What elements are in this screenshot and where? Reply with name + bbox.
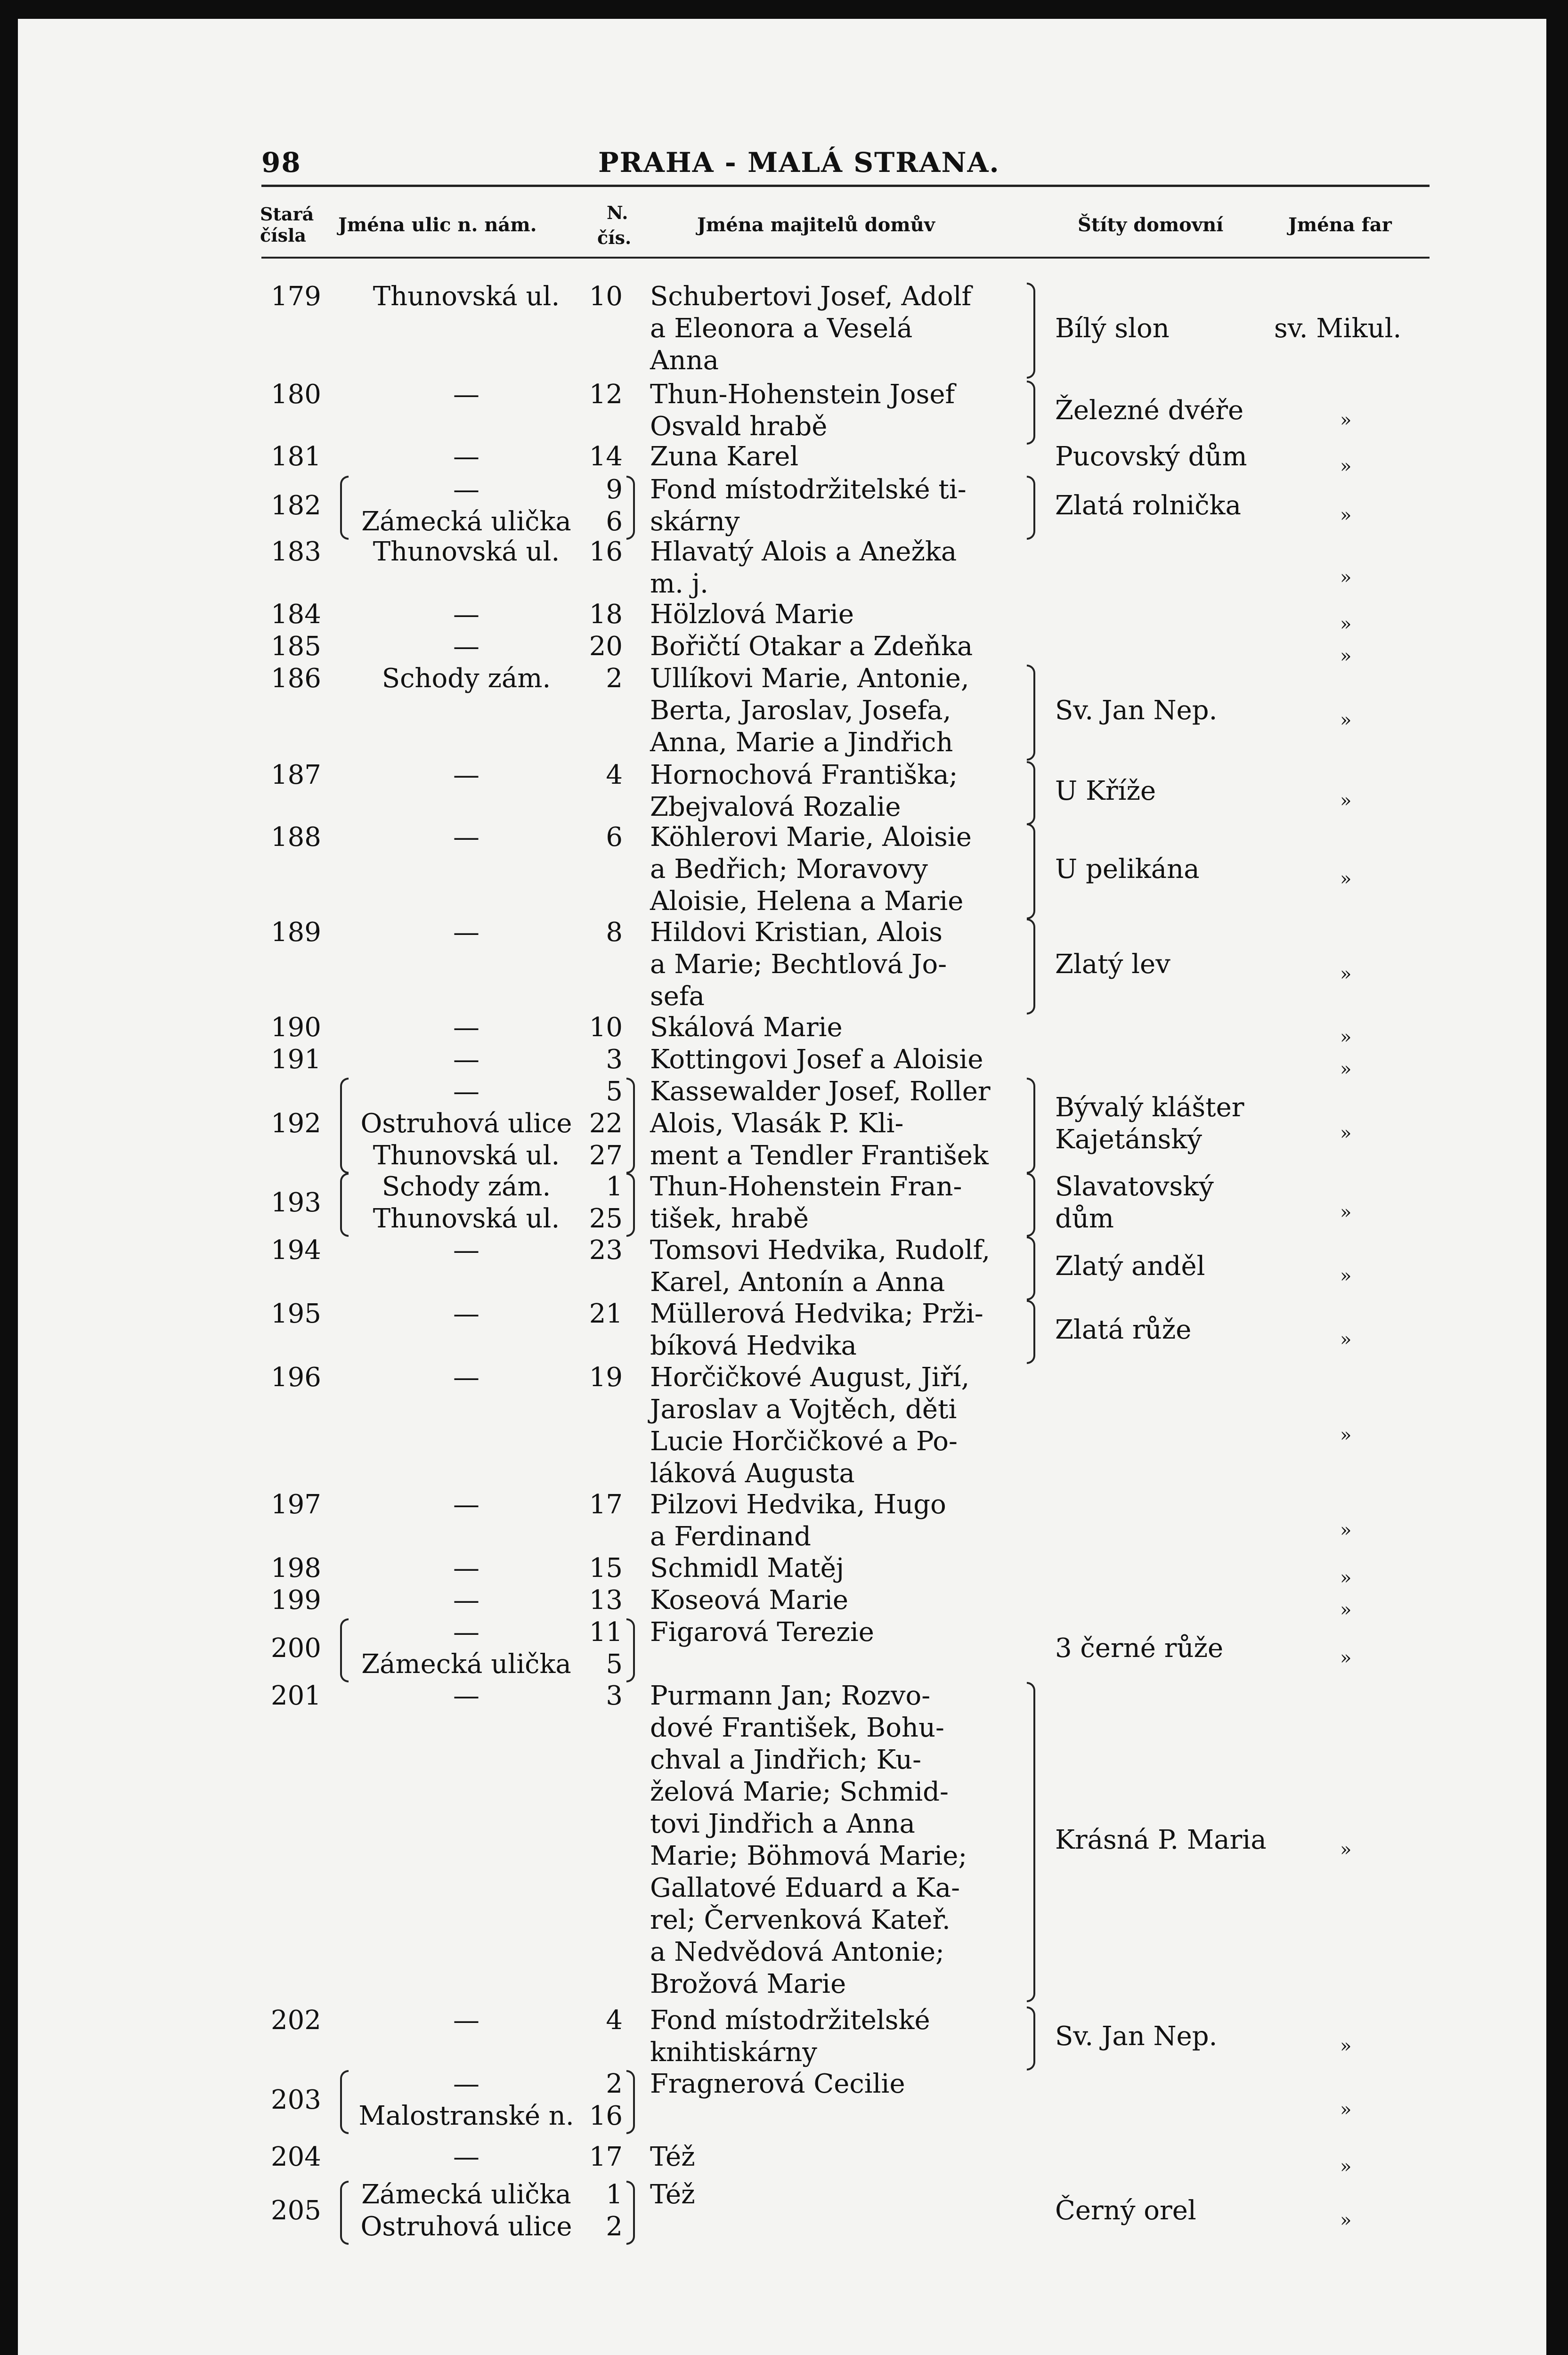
owner-name-line: Purmann Jan; Rozvo- bbox=[650, 1681, 931, 1711]
house-sign: Bílý slon bbox=[1055, 313, 1170, 344]
parish-name: » bbox=[1340, 455, 1352, 477]
street-name: — bbox=[453, 631, 479, 662]
owner-name-line: láková Augusta bbox=[650, 1458, 855, 1489]
street-name: — bbox=[453, 1553, 479, 1584]
owner-name-line: tovi Jindřich a Anna bbox=[650, 1809, 915, 1839]
owner-brace bbox=[1027, 823, 1035, 919]
header-rule bbox=[261, 185, 1430, 187]
new-house-number: 10 bbox=[589, 281, 623, 312]
owner-name-line: Hölzlová Marie bbox=[650, 599, 854, 630]
owner-name-line: a Ferdinand bbox=[650, 1521, 812, 1552]
parish-name: » bbox=[1340, 1567, 1352, 1589]
street-name: — bbox=[453, 917, 479, 948]
col-street-names: Jména ulic n. nám. bbox=[338, 214, 537, 236]
house-sign: Krásná P. Maria bbox=[1055, 1825, 1267, 1855]
owner-name-line: Karel, Antonín a Anna bbox=[650, 1267, 945, 1298]
owner-name-line: Kottingovi Josef a Aloisie bbox=[650, 1044, 983, 1075]
house-sign: 3 černé růže bbox=[1055, 1633, 1224, 1664]
new-house-number: 27 bbox=[589, 1140, 623, 1171]
owner-name-line: Lucie Horčičkové a Po- bbox=[650, 1426, 958, 1457]
new-house-number: 17 bbox=[589, 2142, 623, 2172]
house-sign: Pucovský dům bbox=[1055, 441, 1247, 472]
street-name: — bbox=[453, 1235, 479, 1266]
street-name: — bbox=[453, 1362, 479, 1393]
owner-brace bbox=[1027, 918, 1035, 1015]
old-house-number: 197 bbox=[271, 1489, 321, 1520]
new-house-number: 20 bbox=[589, 631, 623, 662]
parish-name: » bbox=[1340, 613, 1352, 635]
parish-name: » bbox=[1340, 1839, 1352, 1860]
street-name: Schody zám. bbox=[382, 663, 551, 694]
col-new-numbers-line1: N. bbox=[607, 202, 628, 223]
number-brace bbox=[626, 2181, 635, 2245]
owner-brace bbox=[1027, 1682, 1035, 2002]
old-house-number: 186 bbox=[271, 663, 321, 694]
owner-name-line: Hlavatý Alois a Anežka bbox=[650, 536, 957, 567]
old-house-number: 200 bbox=[271, 1633, 321, 1664]
old-house-number: 192 bbox=[271, 1108, 321, 1139]
owner-name-line: Thun-Hohenstein Fran- bbox=[650, 1171, 962, 1202]
house-sign: Slavatovský bbox=[1055, 1171, 1214, 1202]
owner-name-line: Ullíkovi Marie, Antonie, bbox=[650, 663, 969, 694]
owner-name-line: Anna, Marie a Jindřich bbox=[650, 727, 953, 758]
new-house-number: 11 bbox=[589, 1617, 623, 1648]
owner-name-line: a Marie; Bechtlová Jo- bbox=[650, 949, 947, 980]
new-house-number: 4 bbox=[606, 2005, 623, 2036]
street-name: — bbox=[453, 2005, 479, 2036]
house-sign: dům bbox=[1055, 1203, 1114, 1234]
old-house-number: 201 bbox=[271, 1681, 321, 1711]
street-name: Zámecká ulička bbox=[361, 1649, 571, 1680]
old-house-number: 188 bbox=[271, 822, 321, 853]
parish-name: sv. Mikul. bbox=[1274, 313, 1402, 344]
street-name: — bbox=[453, 2142, 479, 2172]
parish-name: » bbox=[1340, 409, 1352, 431]
owner-name-line: sefa bbox=[650, 981, 705, 1012]
owner-name-line: Hornochová Františka; bbox=[650, 760, 958, 790]
street-name: — bbox=[453, 474, 479, 505]
scan-edge-top bbox=[0, 0, 1568, 19]
owner-name-line: Fond místodržitelské bbox=[650, 2005, 930, 2036]
owner-name-line: m. j. bbox=[650, 568, 708, 599]
parish-name: » bbox=[1340, 2156, 1352, 2177]
number-brace bbox=[626, 1173, 635, 1237]
number-brace bbox=[626, 1618, 635, 1682]
new-house-number: 19 bbox=[589, 1362, 623, 1393]
new-house-number: 3 bbox=[606, 1044, 623, 1075]
street-name: — bbox=[453, 379, 479, 410]
new-house-number: 8 bbox=[606, 917, 623, 948]
parish-name: » bbox=[1340, 868, 1352, 890]
new-house-number: 2 bbox=[606, 2211, 623, 2242]
owner-name-line: Fragnerová Cecilie bbox=[650, 2069, 905, 2099]
parish-name: » bbox=[1340, 1599, 1352, 1621]
house-sign: Kajetánský bbox=[1055, 1124, 1202, 1155]
owner-name-line: Zuna Karel bbox=[650, 441, 799, 472]
col-parishes: Jména far bbox=[1288, 214, 1392, 236]
street-brace bbox=[340, 476, 349, 540]
owner-name-line: Schubertovi Josef, Adolf bbox=[650, 281, 972, 312]
column-header-rule bbox=[261, 257, 1430, 259]
parish-name: » bbox=[1340, 645, 1352, 667]
new-house-number: 14 bbox=[589, 441, 623, 472]
old-house-number: 203 bbox=[271, 2085, 321, 2115]
street-name: — bbox=[453, 1044, 479, 1075]
owner-name-line: Brožová Marie bbox=[650, 1969, 846, 1999]
col-owners: Jména majitelů domův bbox=[697, 214, 935, 236]
owner-name-line: Horčičkové August, Jiří, bbox=[650, 1362, 970, 1393]
old-house-number: 189 bbox=[271, 917, 321, 948]
parish-name: » bbox=[1340, 567, 1352, 588]
street-name: Thunovská ul. bbox=[373, 281, 560, 312]
col-old-numbers-line2: čísla bbox=[260, 225, 307, 246]
old-house-number: 190 bbox=[271, 1012, 321, 1043]
owner-brace bbox=[1027, 381, 1035, 445]
street-name: Ostruhová ulice bbox=[360, 2211, 572, 2242]
owner-name-line: Thun-Hohenstein Josef bbox=[650, 379, 955, 410]
house-sign: Bývalý klášter bbox=[1055, 1092, 1244, 1123]
new-house-number: 6 bbox=[606, 822, 623, 853]
scan-edge-right bbox=[1546, 0, 1568, 2355]
owner-brace bbox=[1027, 665, 1035, 761]
page-number: 98 bbox=[261, 146, 301, 179]
house-sign: Sv. Jan Nep. bbox=[1055, 695, 1218, 726]
col-new-numbers-line2: čís. bbox=[597, 227, 632, 248]
owner-name-line: dové František, Bohu- bbox=[650, 1713, 944, 1743]
parish-name: » bbox=[1340, 2099, 1352, 2120]
street-name: — bbox=[453, 2069, 479, 2099]
owner-name-line: knihtiskárny bbox=[650, 2037, 817, 2068]
owner-name-line: Schmidl Matěj bbox=[650, 1553, 845, 1584]
house-sign: Zlatý anděl bbox=[1055, 1251, 1205, 1282]
parish-name: » bbox=[1340, 790, 1352, 812]
owner-brace bbox=[1027, 761, 1035, 825]
owner-brace bbox=[1027, 1236, 1035, 1300]
new-house-number: 10 bbox=[589, 1012, 623, 1043]
new-house-number: 22 bbox=[589, 1108, 623, 1139]
old-house-number: 202 bbox=[271, 2005, 321, 2036]
parish-name: » bbox=[1340, 504, 1352, 526]
owner-brace bbox=[1027, 1173, 1035, 1237]
new-house-number: 12 bbox=[589, 379, 623, 410]
street-name: Ostruhová ulice bbox=[360, 1108, 572, 1139]
house-sign: U Kříže bbox=[1055, 776, 1156, 806]
owner-name-line: Müllerová Hedvika; Prži- bbox=[650, 1299, 983, 1329]
owner-name-line: Gallatové Eduard a Ka- bbox=[650, 1873, 960, 1903]
owner-brace bbox=[1027, 1300, 1035, 1364]
old-house-number: 194 bbox=[271, 1235, 321, 1266]
old-house-number: 198 bbox=[271, 1553, 321, 1584]
old-house-number: 187 bbox=[271, 760, 321, 790]
owner-name-line: Jaroslav a Vojtěch, děti bbox=[650, 1394, 957, 1425]
parish-name: » bbox=[1340, 963, 1352, 985]
parish-name: » bbox=[1340, 1058, 1352, 1080]
new-house-number: 1 bbox=[606, 1171, 623, 1202]
new-house-number: 15 bbox=[589, 1553, 623, 1584]
house-sign: Zlatý lev bbox=[1055, 949, 1170, 980]
street-brace bbox=[340, 1173, 349, 1237]
owner-name-line: Anna bbox=[650, 345, 719, 376]
parish-name: » bbox=[1340, 1202, 1352, 1223]
house-sign: Železné dvéře bbox=[1055, 395, 1244, 426]
parish-name: » bbox=[1340, 1329, 1352, 1350]
parish-name: » bbox=[1340, 1265, 1352, 1287]
owner-name-line: Zbejvalová Rozalie bbox=[650, 792, 901, 822]
owner-name-line: Koseová Marie bbox=[650, 1585, 849, 1616]
old-house-number: 182 bbox=[271, 490, 321, 521]
owner-name-line: a Nedvědová Antonie; bbox=[650, 1937, 945, 1967]
new-house-number: 3 bbox=[606, 1681, 623, 1711]
old-house-number: 183 bbox=[271, 536, 321, 567]
old-house-number: 196 bbox=[271, 1362, 321, 1393]
owner-name-line: Hildovi Kristian, Alois bbox=[650, 917, 943, 948]
old-house-number: 199 bbox=[271, 1585, 321, 1616]
street-name: — bbox=[453, 1076, 479, 1107]
new-house-number: 25 bbox=[589, 1203, 623, 1234]
street-name: Schody zám. bbox=[382, 1171, 551, 1202]
owner-name-line: Berta, Jaroslav, Josefa, bbox=[650, 695, 951, 726]
owner-name-line: skárny bbox=[650, 506, 740, 537]
number-brace bbox=[626, 476, 635, 540]
street-brace bbox=[340, 2070, 349, 2134]
street-name: — bbox=[453, 441, 479, 472]
street-name: Zámecká ulička bbox=[361, 506, 571, 537]
new-house-number: 2 bbox=[606, 2069, 623, 2099]
new-house-number: 1 bbox=[606, 2179, 623, 2210]
parish-name: » bbox=[1340, 2209, 1352, 2231]
old-house-number: 185 bbox=[271, 631, 321, 662]
parish-name: » bbox=[1340, 1519, 1352, 1541]
owner-name-line: a Bedřich; Moravovy bbox=[650, 854, 928, 885]
owner-name-line: Fond místodržitelské ti- bbox=[650, 474, 967, 505]
parish-name: » bbox=[1340, 709, 1352, 731]
scan-edge-left bbox=[0, 0, 18, 2355]
new-house-number: 4 bbox=[606, 760, 623, 790]
street-name: — bbox=[453, 1681, 479, 1711]
street-name: — bbox=[453, 1299, 479, 1329]
street-name: Thunovská ul. bbox=[373, 1140, 560, 1171]
new-house-number: 17 bbox=[589, 1489, 623, 1520]
owner-name-line: bíková Hedvika bbox=[650, 1331, 857, 1361]
street-name: Thunovská ul. bbox=[373, 536, 560, 567]
new-house-number: 5 bbox=[606, 1649, 623, 1680]
owner-name-line: Též bbox=[650, 2179, 695, 2210]
owner-name-line: Tomsovi Hedvika, Rudolf, bbox=[650, 1235, 991, 1266]
house-sign: Zlatá růže bbox=[1055, 1315, 1192, 1345]
old-house-number: 205 bbox=[271, 2195, 321, 2226]
street-brace bbox=[340, 2181, 349, 2245]
owner-name-line: ment a Tendler František bbox=[650, 1140, 989, 1171]
street-name: — bbox=[453, 599, 479, 630]
old-house-number: 195 bbox=[271, 1299, 321, 1329]
owner-name-line: Pilzovi Hedvika, Hugo bbox=[650, 1489, 946, 1520]
owner-name-line: a Eleonora a Veselá bbox=[650, 313, 913, 344]
owner-name-line: tišek, hrabě bbox=[650, 1203, 809, 1234]
owner-name-line: Aloisie, Helena a Marie bbox=[650, 886, 964, 917]
house-sign: Sv. Jan Nep. bbox=[1055, 2021, 1218, 2052]
street-brace bbox=[340, 1078, 349, 1174]
new-house-number: 2 bbox=[606, 663, 623, 694]
owner-name-line: Skálová Marie bbox=[650, 1012, 843, 1043]
new-house-number: 6 bbox=[606, 506, 623, 537]
owner-name-line: Alois, Vlasák P. Kli- bbox=[650, 1108, 904, 1139]
street-name: Malostranské n. bbox=[358, 2101, 574, 2131]
owner-name-line: želová Marie; Schmid- bbox=[650, 1777, 949, 1807]
owner-brace bbox=[1027, 2006, 1035, 2071]
house-sign: U pelikána bbox=[1055, 854, 1200, 885]
street-name: — bbox=[453, 1617, 479, 1648]
parish-name: » bbox=[1340, 1424, 1352, 1446]
owner-name-line: Kassewalder Josef, Roller bbox=[650, 1076, 991, 1107]
new-house-number: 16 bbox=[589, 536, 623, 567]
new-house-number: 18 bbox=[589, 599, 623, 630]
street-name: — bbox=[453, 1012, 479, 1043]
street-name: Zámecká ulička bbox=[361, 2179, 571, 2210]
owner-name-line: chval a Jindřich; Ku- bbox=[650, 1745, 921, 1775]
old-house-number: 191 bbox=[271, 1044, 321, 1075]
old-house-number: 184 bbox=[271, 599, 321, 630]
col-old-numbers-line1: Stará bbox=[260, 203, 314, 225]
old-house-number: 180 bbox=[271, 379, 321, 410]
new-house-number: 21 bbox=[589, 1299, 623, 1329]
new-house-number: 13 bbox=[589, 1585, 623, 1616]
street-name: — bbox=[453, 1585, 479, 1616]
parish-name: » bbox=[1340, 1026, 1352, 1048]
house-sign: Černý orel bbox=[1055, 2195, 1196, 2226]
owner-name-line: Figarová Terezie bbox=[650, 1617, 874, 1648]
new-house-number: 23 bbox=[589, 1235, 623, 1266]
street-name: — bbox=[453, 1489, 479, 1520]
number-brace bbox=[626, 1078, 635, 1174]
owner-brace bbox=[1027, 1078, 1035, 1174]
new-house-number: 5 bbox=[606, 1076, 623, 1107]
running-title: PRAHA - MALÁ STRANA. bbox=[598, 146, 1000, 179]
owner-brace bbox=[1027, 283, 1035, 379]
owner-name-line: Též bbox=[650, 2142, 695, 2172]
owner-name-line: Osvald hrabě bbox=[650, 411, 828, 442]
owner-brace bbox=[1027, 476, 1035, 540]
number-brace bbox=[626, 2070, 635, 2134]
old-house-number: 204 bbox=[271, 2142, 321, 2172]
house-sign: Zlatá rolnička bbox=[1055, 490, 1241, 521]
parish-name: » bbox=[1340, 1122, 1352, 1144]
new-house-number: 16 bbox=[589, 2101, 623, 2131]
col-house-signs: Štíty domovní bbox=[1078, 214, 1224, 236]
street-name: — bbox=[453, 760, 479, 790]
street-name: — bbox=[453, 822, 479, 853]
parish-name: » bbox=[1340, 2035, 1352, 2057]
owner-name-line: Bořičtí Otakar a Zdeňka bbox=[650, 631, 973, 662]
owner-name-line: rel; Červenková Kateř. bbox=[650, 1905, 951, 1935]
new-house-number: 9 bbox=[606, 474, 623, 505]
street-brace bbox=[340, 1618, 349, 1682]
owner-name-line: Köhlerovi Marie, Aloisie bbox=[650, 822, 972, 853]
old-house-number: 179 bbox=[271, 281, 321, 312]
old-house-number: 181 bbox=[271, 441, 321, 472]
street-name: Thunovská ul. bbox=[373, 1203, 560, 1234]
old-house-number: 193 bbox=[271, 1187, 321, 1218]
parish-name: » bbox=[1340, 1647, 1352, 1669]
owner-name-line: Marie; Böhmová Marie; bbox=[650, 1841, 967, 1871]
